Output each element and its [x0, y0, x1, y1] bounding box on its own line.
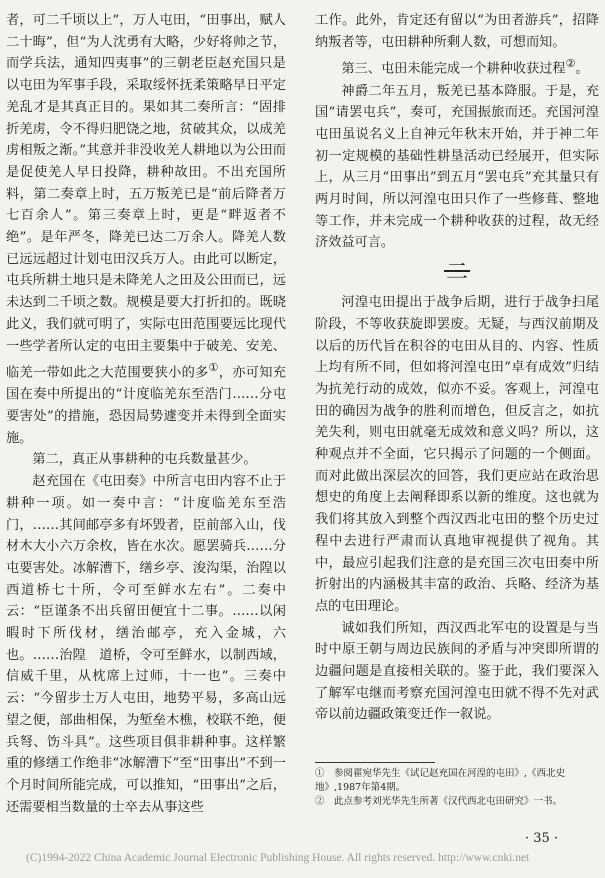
section-number-text: 二: [445, 260, 468, 286]
paragraph: 神爵二年五月，叛羌已基本降服。于是，充国“请罢屯兵”，奏可，充国振旅而还。充国河湟屯田虽说名义上自神元年秋末开始，并于神二年初一定规模的基础性耕垦活动已经展开，但实际上，从三月“田事出”到五月“罢屯兵”充其量只有两月时间，所以河湟屯田只作了一些修葺、整地等工作，并未完成一个耕种收获的过程，故无经济效益可言。: [315, 83, 599, 251]
left-column: [6, 10, 286, 818]
paragraph: 工作。此外，肯定还有留以“为田者游兵”，招降纳叛者等，屯田耕种所剩人数，可想而知。: [315, 13, 599, 50]
right-column: [315, 10, 599, 726]
footnote: ① 参阅翟宛华先生《试记赵充国在河湟的屯田》,《西北史地》,1987年第4期。: [315, 768, 566, 793]
section-number: [315, 258, 599, 288]
copyright-notice: (C)1994-2022 China Academic Journal Electronic Publishing House. All rights reserved. http://www.cnki.net: [26, 852, 530, 864]
heading-text: 第三、屯田未能完成一个耕种收获过程: [341, 61, 566, 77]
paragraph: 赵充国在《屯田奏》中所言屯田内容不止于耕种一项。如一奏中言：“计度临羌东至浩门，……其间邮亭多有坏毁者，臣前部入山，伐材木大小六万余枚，皆在水次。愿罢骑兵……分屯要害处。冰解漕下，缮乡亭、浚沟渠，治隍以西道桥七十所，令可至鲜水左右”。二奏中云：“臣谨条不出兵留田便宜十二事。……以闲暇时下所伐材，缮治邮亭，充入金城，六也。……治隍 道桥，令可至鲜水，以制西域，信威千里，从枕席上过师，十一也”。三奏中云：“今留步士万人屯田，地势平易，多高山远望之便，部曲相保，为堑垒木樵，校联不绝，便兵弩、饬斗具”。这些项目俱非耕种事。这样繁重的修缮工作绝非“冰解漕下”至“田事出”不到一个月时间所能完成，可以推知，“田事出”之后，还需要相当数量的士卒去从事这些: [6, 474, 286, 815]
paragraph: 河湟屯田提出于战争后期，进行于战争扫尾阶段，不等收获旋即罢废。无疑，与西汉前期及以后的历代旨在积谷的屯田从目的、内容、性质上均有所不同，但如将河湟屯田“卓有成效”归结为抗羌行动的成效，似亦不妥。客观上，河湟屯田的确因为战争的胜利而增色，但反言之，如抗羌失利，则屯田就毫无成效和意义吗？所以，这种观点并不全面，它只揭示了问题的一个侧面。而对此做出深层次的回答，我们更应站在政治思想史的角度上去阐释即系以新的维度。这也就为我们将其放入到整个西汉西北屯田的整个历史过程中去进行严肃而认真地审视提供了视角。其中，最应引起我们注意的是充国三次屯田奏中所折射出的内涵极其丰富的政治、兵略、经济为基点的屯田理论。: [315, 295, 599, 614]
heading-text: 。: [575, 61, 589, 77]
footnotes: [315, 762, 599, 809]
paragraph: 诚如我们所知，西汉西北军屯的设置是与当时中原王朝与周边民族间的矛盾与冲突即所谓的边疆问题是直接相关联的。鉴于此，我们要深入了解军屯继而考察充国河湟屯田就不得不先对武帝以前边疆政策变迁作一叙说。: [315, 620, 599, 723]
page-number: · 35 ·: [525, 831, 559, 846]
footnote-rule: [315, 762, 435, 763]
paragraph: [6, 10, 286, 449]
footnote-marker: ②: [565, 57, 576, 71]
section-heading: [315, 53, 599, 80]
paragraph-text: 者，可二千顷以上”，万人屯田，“田事出，赋人二十晦”，但“为人沈勇有大略，少好将帅之节，而学兵法，通知四夷事”的三朝老臣赵充国只是以屯田为军事手段，采取绥怀抚柔策略早日平定羌乱才是其真正目的。果如其二奏所言：“固排折羌虏，令不得归肥饶之地，贫破其众，以成羌虏相叛之渐。”其意并非没收羌人耕地以为公田而是促使羌人早日投降，耕种故田。不出充国所料，第二奏章上时，五万叛羌已是“前后降者万七百余人”。第三奏章上时，更是“畔返者不绝”。是年严冬，降羌已达二万余人。降羌人数已远远超过计划屯田汉兵万人。由此可以断定，屯兵所耕土地只是未降羌人之田及公田而已，远未达到二千顷之数。规模是要大打折扣的。既晓此义，我们就可明了，实际屯田范围要远比现代一些学者所认定的屯田主要集中于破羌、安羌、临羌一带如此之大范围要狭小的多: [6, 13, 286, 381]
section-heading: 第二，真正从事耕种的屯兵数量甚少。: [32, 452, 257, 468]
footnote: ② 此点参考刘光华先生所著《汉代西北屯田研究》一书。: [315, 796, 563, 807]
footnote-marker: ①: [208, 361, 219, 375]
paragraph-text: ，亦可知充国在奏中所提出的“计度临羌东至浩门……分屯要害处”的措施，恐因局势遽变并未得到全面实施。: [6, 365, 286, 446]
